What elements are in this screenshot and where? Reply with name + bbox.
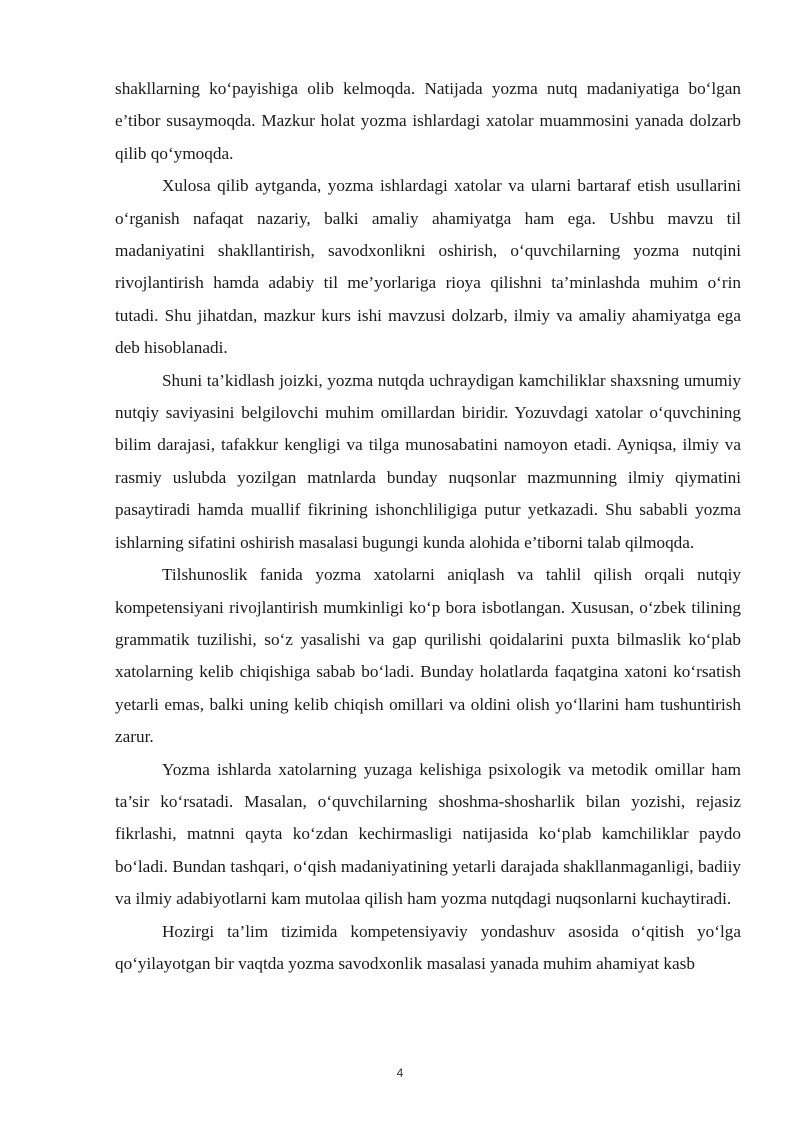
paragraph-6: Hozirgi ta’lim tizimida kompetensiyaviy yondashuv asosida o‘qitish yo‘lga qo‘yilayotgan bir vaqtda yozma savodxonlik masalasi yanada muhim ahamiyat kasb bbox=[115, 921, 741, 973]
paragraph-4: Tilshunoslik fanida yozma xatolarni aniqlash va tahlil qilish orqali nutqiy kompetensiyani rivojlantirish mumkinligi ko‘p bora isbotlangan. Xususan, o‘zbek tilining grammatik tuzilishi, so‘z yasalishi va gap qurilishi qoidalarini puxta bilmaslik ko‘plab xatolarning kelib chiqishiga sabab bo‘ladi. Bunday holatlarda faqatgina xatoni ko‘rsatish yetarli emas, balki uning kelib chiqish omillari va oldini olish yo‘llarini ham tushuntirish zarur. bbox=[115, 565, 741, 747]
paragraph-2: Xulosa qilib aytganda, yozma ishlardagi xatolar va ularni bartaraf etish usullarini o‘rganish nafaqat nazariy, balki amaliy ahamiyatga ham ega. Ushbu mavzu til madaniyatini shakllantirish, savodxonlikni oshirish, o‘quvchilarning yozma nutqini rivojlantirish hamda adabiy til me’yorlariga rioya qilishni ta’minlashda muhim o‘rin tutadi. Shu jihatdan, mazkur kurs ishi mavzusi dolzarb, ilmiy va amaliy ahamiyatga ega deb hisoblanadi. bbox=[115, 176, 741, 358]
paragraph-3: Shuni ta’kidlash joizki, yozma nutqda uchraydigan kamchiliklar shaxsning umumiy nutqiy saviyasini belgilovchi muhim omillardan biridir. Yozuvdagi xatolar o‘quvchining bilim darajasi, tafakkur kengligi va tilga munosabatini namoyon etadi. Ayniqsa, ilmiy va rasmiy uslubda yozilgan matnlarda bunday nuqsonlar mazmunning ilmiy qiymatini pasaytiradi hamda muallif fikrining ishonchliligiga putur yetkazadi. Shu sababli yozma ishlarning sifatini oshirish masalasi bugungi kunda alohida e’tiborni talab qilmoqda. bbox=[115, 370, 741, 552]
paragraph-1: shakllarning ko‘payishiga olib kelmoqda. Natijada yozma nutq madaniyatiga bo‘lgan e’tibor susaymoqda. Mazkur holat yozma ishlardagi xatolar muammosini yanada dolzarb qilib qo‘ymoqda. bbox=[115, 79, 741, 163]
paragraph-5: Yozma ishlarda xatolarning yuzaga kelishiga psixologik va metodik omillar ham ta’sir ko‘rsatadi. Masalan, o‘quvchilarning shoshma-shosharlik bilan yozishi, rejasiz fikrlashi, matnni qayta ko‘zdan kechirmasligi natijasida ko‘plab kamchiliklar paydo bo‘ladi. Bundan tashqari, o‘qish madaniyatining yetarli darajada shakllanmaganligi, badiiy va ilmiy adabiyotlarni kam mutolaa qilish ham yozma nutqdagi nuqsonlarni kuchaytiradi. bbox=[115, 759, 741, 909]
page-body bbox=[115, 73, 741, 980]
page-number: 4 bbox=[396, 1066, 404, 1080]
